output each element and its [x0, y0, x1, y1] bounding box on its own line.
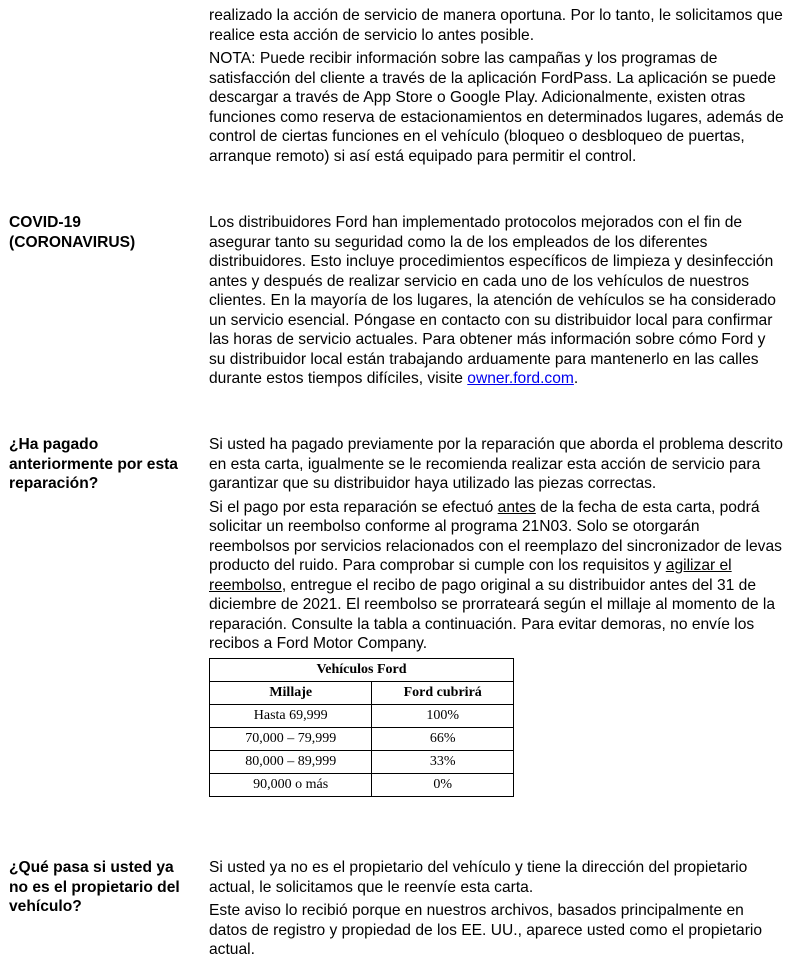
covid-body [209, 213, 784, 393]
covid-end: . [573, 370, 579, 387]
table-row [210, 750, 514, 773]
paid-heading: ¿Ha pagado anteriormente por esta reparación? [9, 436, 178, 492]
paid-paragraph-2 [209, 498, 784, 654]
owner-ford-link[interactable]: owner.ford.com [467, 370, 574, 387]
owner-body [209, 858, 784, 964]
owner-paragraph-2: Este aviso lo recibió porque en nuestros archivos, basados principalmente en datos de registro y propiedad de los EE. UU., aparece usted como el propietario actual. [209, 902, 763, 958]
covid-heading: COVID-19 (CORONAVIRUS) [9, 214, 136, 251]
paid-body [209, 435, 784, 797]
reimbursement-table [209, 658, 514, 797]
agilizar-underlined: agilizar el reembolso [209, 557, 732, 594]
table-title-row [210, 658, 514, 681]
intro-body [209, 6, 784, 170]
mileage-cell: Hasta 69,999 [210, 704, 372, 727]
mileage-cell: 90,000 o más [210, 773, 372, 796]
paid-text-c: de la fecha de esta carta, podrá solicitar un reembolso conforme al programa 21N03. Solo se otorgarán reembolsos por servicios relacionados con el reemplazo del sincronizador de levas producto del ruido. Para comprobar si cumple con los requisitos y [209, 498, 782, 574]
table-header-row [210, 681, 514, 704]
antes-underlined: antes [497, 498, 536, 516]
mileage-cell: 70,000 – 79,999 [210, 727, 372, 750]
coverage-cell: 66% [372, 727, 514, 750]
coverage-cell: 0% [372, 773, 514, 796]
table-row [210, 727, 514, 750]
paid-text-e: , entregue el recibo de pago original a su distribuidor antes del 31 de diciembre de 2021. El reembolso se prorrateará según el millaje al momento de la reparación. Consulte la tabla a continuación. Para evitar demoras, no envíe los recibos a Ford Motor Company. [209, 576, 776, 652]
coverage-cell: 100% [372, 704, 514, 727]
table-title: Vehículos Ford [210, 658, 514, 681]
table-row [210, 704, 514, 727]
paid-text-a: Si el pago por esta reparación se efectuó [209, 498, 498, 516]
mileage-header: Millaje [210, 681, 372, 704]
table-row [210, 773, 514, 796]
coverage-header: Ford cubrirá [372, 681, 514, 704]
covid-paragraph [209, 213, 784, 389]
note-paragraph: NOTA: Puede recibir información sobre las campañas y los programas de satisfacción del cliente a través de la aplicación FordPass. La aplicación se puede descargar a través de App Store o Google Play. Adicionalmente, existen otras funciones como reserva de estacionamientos en determinados lugares, además de control de ciertas funciones en el vehículo (bloqueo o desbloqueo de puertas, arranque remoto) si así está equipado para permitir el control. [209, 50, 784, 165]
paid-paragraph-1: Si usted ha pagado previamente por la reparación que aborda el problema descrito en esta carta, igualmente se le recomienda realizar esta acción de servicio para garantizar que su distribuidor haya utilizado las piezas correctas. [209, 436, 783, 492]
intro-paragraph: realizado la acción de servicio de manera oportuna. Por lo tanto, le solicitamos que realice esta acción de servicio lo antes posible. [209, 7, 783, 44]
mileage-cell: 80,000 – 89,999 [210, 750, 372, 773]
coverage-cell: 33% [372, 750, 514, 773]
owner-heading: ¿Qué pasa si usted ya no es el propietario del vehículo? [9, 859, 180, 915]
covid-text: Los distribuidores Ford han implementado protocolos mejorados con el fin de asegurar tanto su seguridad como la de los empleados de los diferentes distribuidores. Esto incluye procedimientos específicos de limpieza y desinfección antes y después de realizar servicio en cada uno de los vehículos de nuestros clientes. En la mayoría de los lugares, la atención de vehículos se ha considerado un servicio esencial. Póngase en contacto con su distribuidor local para confirmar las horas de servicio actuales. Para obtener más información sobre cómo Ford y su distribuidor local están trabajando arduamente para mantenerlo en las calles durante estos tiempos difíciles, visite [209, 214, 776, 387]
owner-paragraph-1: Si usted ya no es el propietario del vehículo y tiene la dirección del propietario actual, le solicitamos que le reenvíe esta carta. [209, 859, 748, 896]
